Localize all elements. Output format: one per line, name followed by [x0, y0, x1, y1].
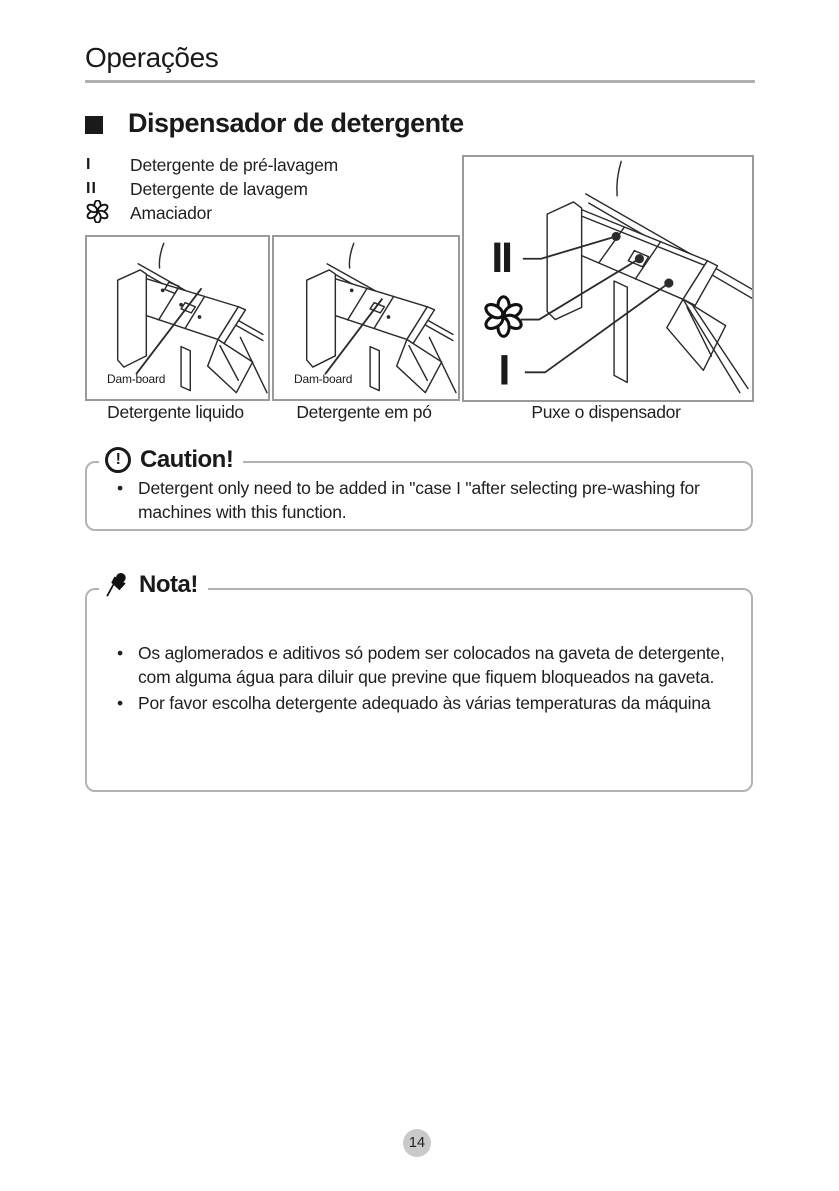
- square-bullet-icon: [85, 116, 103, 134]
- pushpin-icon: [105, 571, 130, 599]
- marker-prewash-I: I: [498, 346, 509, 395]
- caption-dispenser: Puxe o dispensador: [531, 402, 681, 422]
- note-bullet: • Por favor escolha detergente adequado às várias temperaturas da máquina: [113, 692, 733, 716]
- section-title-row: [85, 108, 464, 139]
- page-number-badge: 14: [403, 1129, 431, 1157]
- wash-symbol: II: [86, 180, 97, 197]
- bullet-dot-icon: •: [117, 643, 123, 663]
- legend-item-prewash: I Detergente de pré-lavagem: [86, 154, 339, 175]
- softener-flower-icon: [86, 198, 130, 228]
- legend-item-softener: Amaciador: [86, 201, 338, 225]
- marker-softener-flower-icon: [484, 297, 524, 337]
- caption-liquid: Detergente liquido: [107, 402, 244, 422]
- note-title: Nota!: [139, 571, 198, 598]
- caution-bullet: • Detergent only need to be added in "case I "after selecting pre-washing for machines with this function.: [113, 477, 733, 525]
- figure-powder-detergent: [272, 235, 460, 401]
- damboard-annotation: Dam-board: [294, 372, 353, 386]
- caption-powder: Detergente em pó: [296, 402, 432, 422]
- prewash-symbol: I: [86, 156, 92, 173]
- figure-pull-dispenser: [462, 155, 754, 402]
- note-body: [87, 590, 751, 715]
- bullet-dot-icon: •: [117, 692, 123, 713]
- bullet-dot-icon: •: [117, 478, 123, 498]
- dispenser-illustration: [464, 157, 752, 400]
- header-rule: [85, 80, 755, 83]
- damboard-annotation: Dam-board: [107, 372, 166, 386]
- caution-title-row: [99, 446, 243, 474]
- note-bullet: • Os aglomerados e aditivos só podem ser colocados na gaveta de detergente, com alguma água para diluir que previne que fiquem bloqueados na gaveta.: [113, 642, 733, 690]
- caution-box: [85, 446, 753, 531]
- caution-title: Caution!: [140, 446, 234, 473]
- figure-liquid-detergent: [85, 235, 270, 401]
- marker-wash-II: II: [491, 233, 511, 282]
- section-title: Dispensador de detergente: [128, 108, 464, 138]
- detergent-legend: [86, 153, 338, 225]
- note-box: [85, 571, 753, 792]
- page-header: Operações: [85, 42, 219, 73]
- exclamation-icon: !: [105, 447, 131, 473]
- note-title-row: [99, 571, 208, 599]
- legend-item-wash: II Detergente de lavagem: [86, 178, 308, 199]
